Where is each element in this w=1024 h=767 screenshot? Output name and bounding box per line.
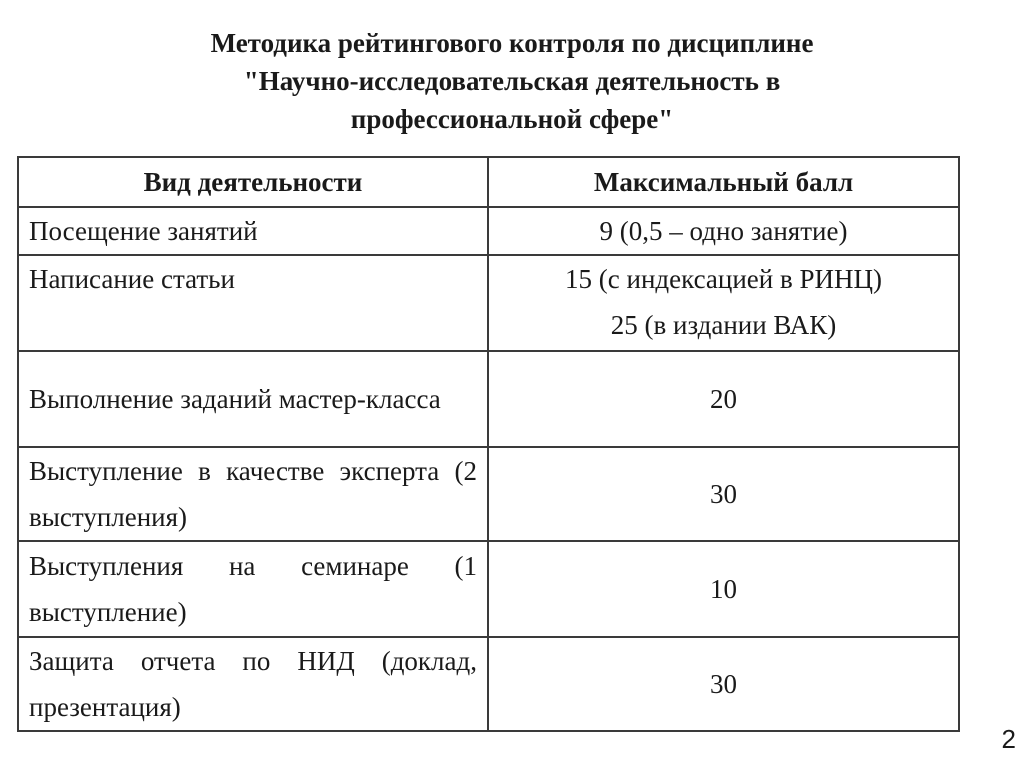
table-row	[18, 351, 959, 447]
table-row	[18, 207, 959, 255]
score-value: 15 (с индексацией в РИНЦ)	[565, 264, 882, 294]
rating-table	[17, 156, 960, 732]
title-line-1: Методика рейтингового контроля по дисциплине	[210, 28, 814, 58]
table-header-row	[18, 157, 959, 207]
score-cell	[488, 637, 959, 731]
score-cell	[488, 541, 959, 637]
title-line-3: профессиональной сфере"	[350, 104, 674, 134]
score-value: 10	[710, 574, 737, 604]
score-cell	[488, 447, 959, 541]
score-value: 30	[710, 669, 737, 699]
title-line-2: "Научно-исследовательская деятельность в	[243, 66, 781, 96]
activity-cell: Выполнение заданий мастер-класса	[18, 351, 488, 447]
activity-cell: Выступления на семинаре (1 выступление)	[18, 541, 488, 637]
table-row	[18, 637, 959, 731]
score-cell	[488, 351, 959, 447]
score-cell	[488, 207, 959, 255]
activity-cell: Посещение занятий	[18, 207, 488, 255]
table-row	[18, 255, 959, 351]
activity-cell: Защита отчета по НИД (доклад, презентация)	[18, 637, 488, 731]
header-activity: Вид деятельности	[18, 157, 488, 207]
page-number: 2	[1001, 724, 1016, 754]
activity-cell: Написание статьи	[18, 255, 488, 351]
activity-cell: Выступление в качестве эксперта (2 выступления)	[18, 447, 488, 541]
header-max-score: Максимальный балл	[488, 157, 959, 207]
score-value: 9 (0,5 – одно занятие)	[599, 216, 848, 246]
slide-title	[0, 24, 1024, 138]
table-row	[18, 541, 959, 637]
score-cell	[488, 255, 959, 351]
score-value: 20	[710, 384, 737, 414]
score-value: 30	[710, 479, 737, 509]
table-row	[18, 447, 959, 541]
score-value: 25 (в издании ВАК)	[610, 310, 837, 340]
